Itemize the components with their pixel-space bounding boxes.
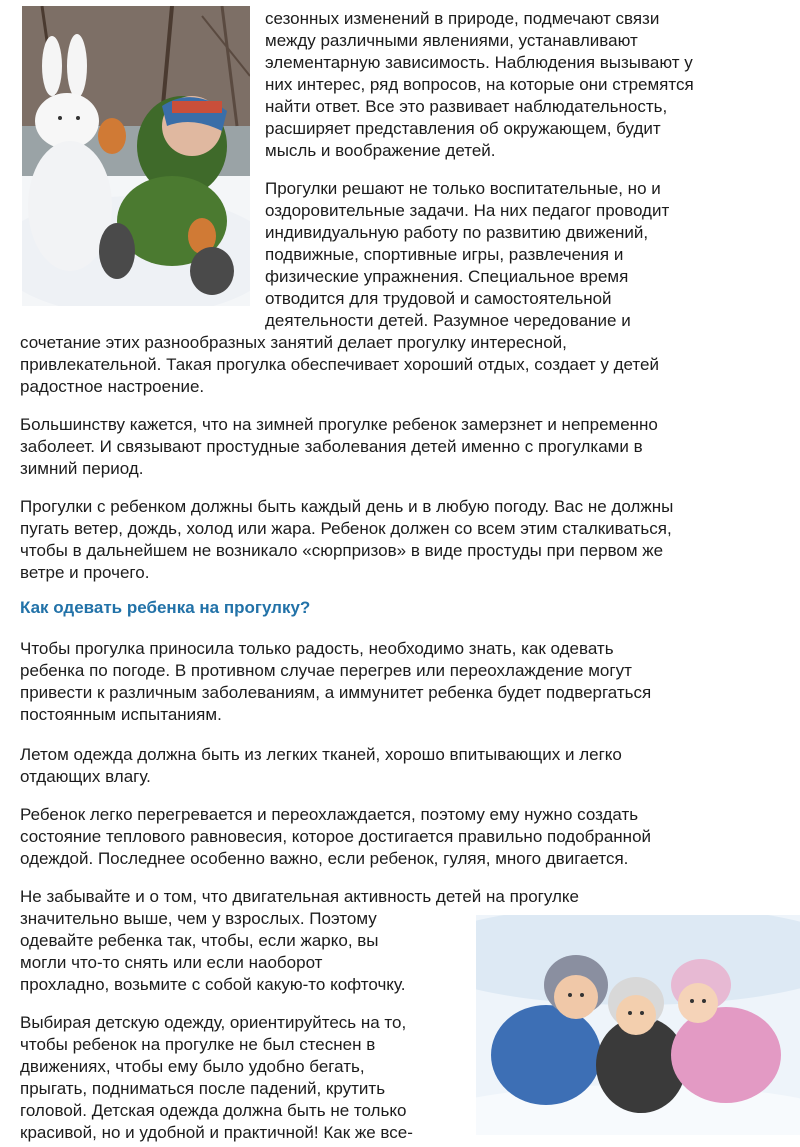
text-line: одеждой. Последнее особенно важно, если ребенок, гуляя, много двигается. [20, 849, 629, 868]
text-line: заболеет. И связывают простудные заболевания детей именно с прогулками в [20, 437, 643, 456]
text-line: чтобы ребенок на прогулке не был стеснен в [20, 1035, 376, 1054]
text-line: мысль и воображение детей. [265, 141, 496, 160]
text-line: чтобы в дальнейшем не возникало «сюрпризов» в виде простуды при первом же [20, 541, 664, 560]
text-line: головой. Детская одежда должна быть не только [20, 1101, 407, 1120]
text-line: между различными явлениями, устанавливают [265, 31, 638, 50]
text-line: ребенка по погоде. В противном случае перегрев или переохлаждение могут [20, 661, 632, 680]
text-line: расширяет представления об окружающем, будит [265, 119, 661, 138]
text-line: привести к различным заболеваниям, а иммунитет ребенка будет подвергаться [20, 683, 652, 702]
text-line: состояние теплового равновесия, которое достигается правильно подобранной [20, 827, 652, 846]
child-snow-bunny-photo [22, 6, 250, 306]
text-line: отводится для трудовой и самостоятельной [265, 289, 612, 308]
text-line: найти ответ. Все это развивает наблюдательность, [265, 97, 668, 116]
text-line: Прогулки решают не только воспитательные, но и [265, 179, 661, 198]
children-in-snow-photo [476, 915, 800, 1135]
text-line: сезонных изменений в природе, подмечают связи [265, 9, 660, 28]
text-line: Ребенок легко перегревается и переохлаждается, поэтому ему нужно создать [20, 805, 639, 824]
text-line: Прогулки с ребенком должны быть каждый день и в любую погоду. Вас не должны [20, 497, 674, 516]
text-line: индивидуальную работу по развитию движений, [265, 223, 649, 242]
text-line: движениях, чтобы ему было удобно бегать, [20, 1057, 365, 1076]
text-line: Летом одежда должна быть из легких тканей, хорошо впитывающих и легко [20, 745, 622, 764]
text-line: постоянным испытаниям. [20, 705, 222, 724]
text-line: ветре и прочего. [20, 563, 150, 582]
text-line: Выбирая детскую одежду, ориентируйтесь на то, [20, 1013, 407, 1032]
text-line: пугать ветер, дождь, холод или жара. Ребенок должен со всем этим сталкиваться, [20, 519, 672, 538]
text-line: сочетание этих разнообразных занятий делает прогулку интересной, [20, 333, 567, 352]
text-line: одевайте ребенка так, чтобы, если жарко, вы [20, 931, 379, 950]
text-line: Большинству кажется, что на зимней прогулке ребенок замерзнет и непременно [20, 415, 658, 434]
text-line: радостное настроение. [20, 377, 205, 396]
text-line: Чтобы прогулка приносила только радость, необходимо знать, как одевать [20, 639, 614, 658]
text-line: прыгать, подниматься после падений, крутить [20, 1079, 386, 1098]
text-line: отдающих влагу. [20, 767, 151, 786]
text-line: значительно выше, чем у взрослых. Поэтому [20, 909, 377, 928]
text-line: элементарную зависимость. Наблюдения вызывают у [265, 53, 693, 72]
text-line: подвижные, спортивные игры, развлечения и [265, 245, 624, 264]
text-line: могли что-то снять или если наоборот [20, 953, 323, 972]
section-heading: Как одевать ребенка на прогулку? [20, 598, 311, 617]
text-line: них интерес, ряд вопросов, на которые они стремятся [265, 75, 694, 94]
text-line: прохладно, возьмите с собой какую-то кофточку. [20, 975, 406, 994]
text-line: Не забывайте и о том, что двигательная активность детей на прогулке [20, 887, 580, 906]
text-line: оздоровительные задачи. На них педагог проводит [265, 201, 670, 220]
text-line: красивой, но и удобной и практичной! Как же все- [20, 1123, 413, 1142]
text-line: зимний период. [20, 459, 144, 478]
text-line: привлекательной. Такая прогулка обеспечивает хороший отдых, создает у детей [20, 355, 659, 374]
text-line: физические упражнения. Специальное время [265, 267, 629, 286]
text-line: деятельности детей. Разумное чередование и [265, 311, 631, 330]
